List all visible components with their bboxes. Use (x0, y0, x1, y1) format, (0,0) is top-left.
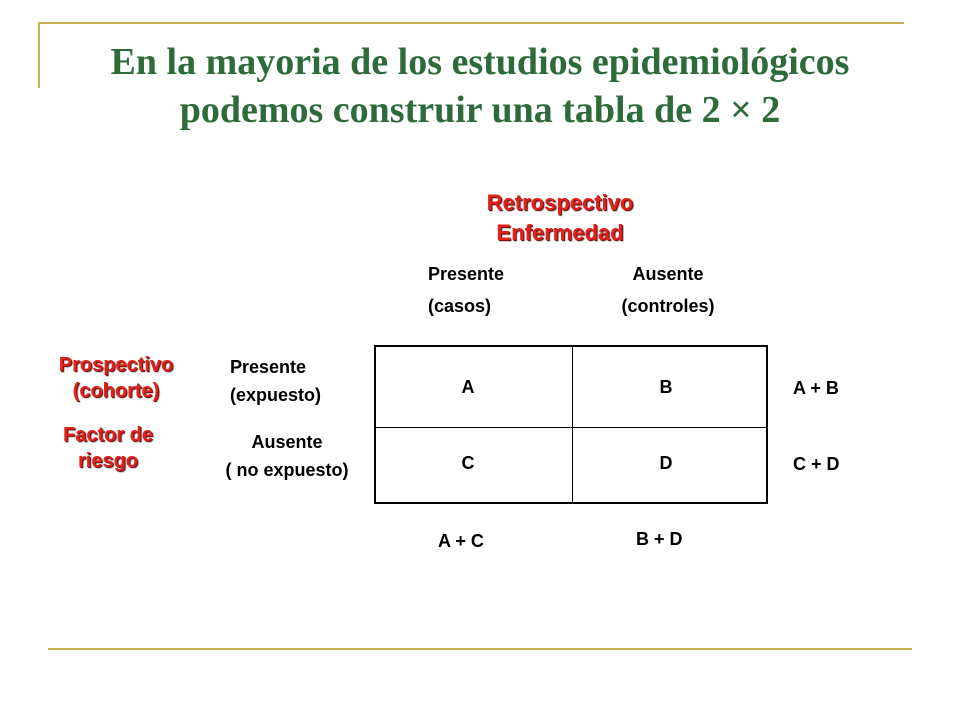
row-unexposed-sub: ( no expuesto) (225, 460, 349, 480)
column-total-1: A + C (438, 531, 484, 551)
cell-c: C (461, 453, 475, 473)
cell-b: B (659, 377, 673, 397)
cell-d: D (659, 453, 673, 473)
row-total-2: C + D (793, 454, 840, 474)
retrospective-label (440, 188, 680, 248)
top-rule (40, 22, 904, 24)
risk-factor-line-2: riesgo (77, 450, 139, 472)
table-vertical-divider (572, 347, 573, 502)
row-header-exposed (230, 356, 321, 406)
cell-a: A (461, 377, 475, 397)
title-line-2: podemos construir una tabla de 2 × 2 (179, 89, 781, 131)
column-absent-sub: (controles) (621, 296, 715, 316)
risk-factor-line-1: Factor de (62, 424, 154, 446)
row-total-1: A + B (793, 378, 839, 398)
prospective-title: Prospectivo (58, 354, 174, 376)
prospective-label (36, 352, 196, 404)
cohort-label: (cohorte) (72, 380, 160, 402)
bottom-rule (48, 648, 912, 650)
retrospective-title: Retrospectivo (486, 190, 634, 215)
row-exposed-label: Presente (230, 357, 307, 377)
column-total-2: B + D (636, 529, 683, 549)
disease-label: Enfermedad (496, 220, 624, 245)
column-header-present (428, 263, 504, 317)
column-absent-label: Ausente (632, 264, 704, 284)
title-line-1: En la mayoria de los estudios epidemiológicos (110, 41, 850, 83)
row-exposed-sub: (expuesto) (230, 385, 322, 405)
column-present-label: Presente (428, 264, 505, 284)
table-horizontal-divider (376, 427, 766, 428)
row-unexposed-label: Ausente (251, 432, 323, 452)
row-header-unexposed (200, 431, 374, 481)
column-header-absent (598, 263, 738, 317)
column-present-sub: (casos) (428, 296, 492, 316)
two-by-two-table (374, 345, 768, 504)
slide-title (0, 38, 960, 134)
risk-factor-label (36, 422, 180, 474)
